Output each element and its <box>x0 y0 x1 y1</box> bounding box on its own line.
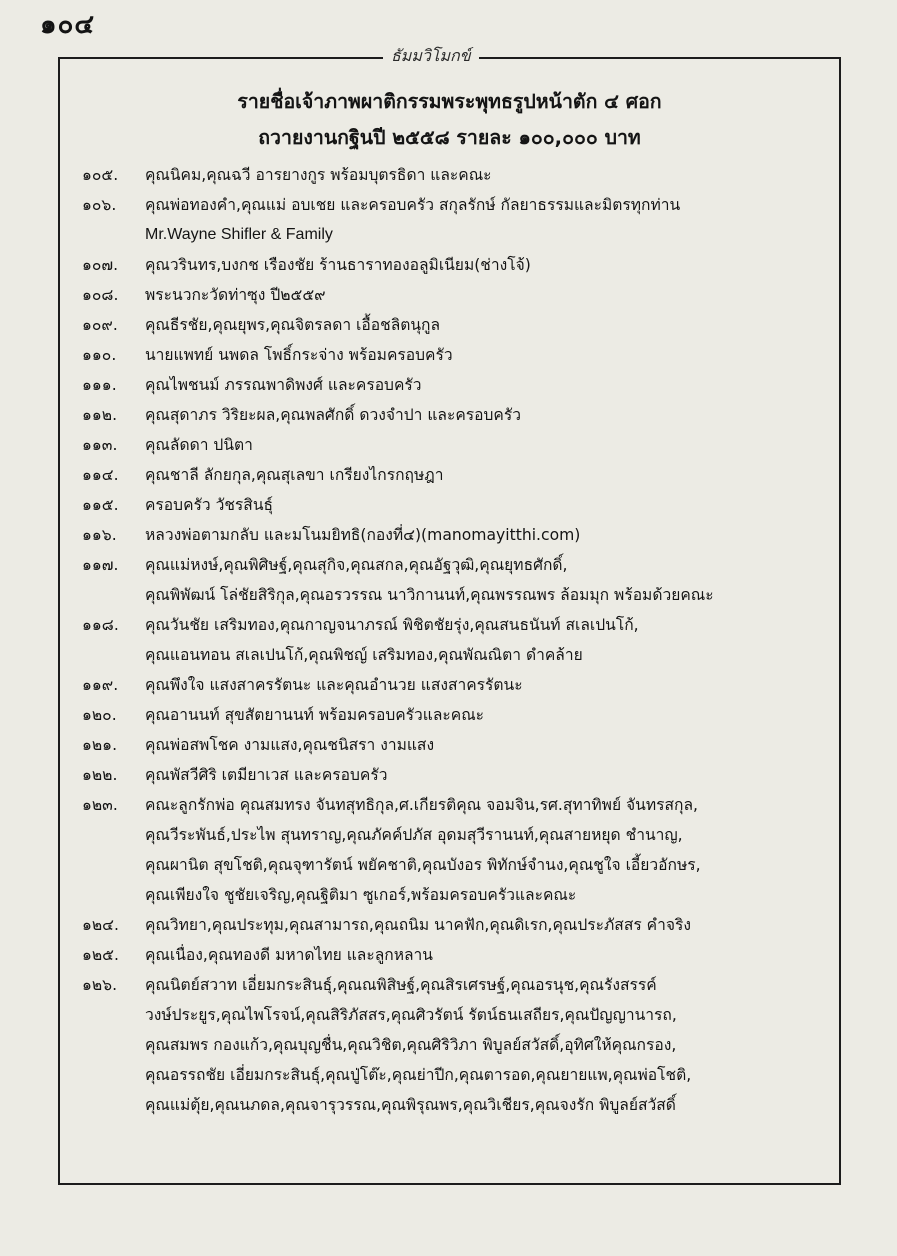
entry-number: ๑๑๑. <box>82 376 117 394</box>
entry-line: คุณนิตย์สวาท เอี่ยมกระสินธุ์,คุณณพิสิษฐ์,คุณสิรเศรษฐ์,คุณอรนุช,คุณรังสรรค์ <box>145 976 657 994</box>
entry-line: คุณพ่อทองคำ,คุณแม่ อบเชย และครอบครัว สกุลรักษ์ กัลยาธรรมและมิตรทุกท่าน <box>145 196 681 214</box>
entry-names <box>145 280 837 310</box>
entry-names <box>145 970 837 1120</box>
entry-number: ๑๑๐. <box>82 346 117 364</box>
entry-number: ๑๑๙. <box>82 676 119 694</box>
entry-names <box>145 400 837 430</box>
entry-number: ๑๒๐. <box>82 706 117 724</box>
entry-line: คุณแม่ตุ้ย,คุณนภดล,คุณจารุวรรณ,คุณพิรุณพร,คุณวิเชียร,คุณจงรัก พิบูลย์สวัสดิ์ <box>145 1096 676 1114</box>
entry-names <box>145 700 837 730</box>
entry-line: คุณชาลี ลักยกุล,คุณสุเลขา เกรียงไกรกฤษฎา <box>145 466 444 484</box>
entry-names <box>145 760 837 790</box>
page-subtitle: ถวายงานกฐินปี ๒๕๕๘ รายละ ๑๐๐,๐๐๐ บาท <box>258 126 641 149</box>
entry-number: ๑๑๗. <box>82 556 119 574</box>
entry-line: คุณแม่หงษ์,คุณพิศิษฐ์,คุณสุกิจ,คุณสกล,คุณอัฐวุฒิ,คุณยุทธศักดิ์, <box>145 556 568 574</box>
entry-names <box>145 460 837 490</box>
entry-line: คุณลัดดา ปนิตา <box>145 436 253 454</box>
entry-names <box>145 520 837 550</box>
entry-names <box>145 610 837 670</box>
entry-line: คณะลูกรักพ่อ คุณสมทรง จันทสุทธิกุล,ศ.เกียรติคุณ จอมจิน,รศ.สุทาทิพย์ จันทรสกุล, <box>145 796 698 814</box>
entry-names <box>145 940 837 970</box>
entry-names <box>145 790 837 910</box>
donor-entry <box>82 610 837 670</box>
page-title: รายชื่อเจ้าภาพผาติกรรมพระพุทธรูปหน้าตัก ๔ ศอก <box>237 90 662 113</box>
entry-line: คุณพึงใจ แสงสาครรัตนะ และคุณอำนวย แสงสาครรัตนะ <box>145 676 523 694</box>
donor-entry <box>82 430 837 460</box>
entry-line: คุณผานิต สุขโชติ,คุณจุฑารัตน์ พยัคชาติ,คุณบังอร พิทักษ์จำนง,คุณชูใจ เอี้ยวอักษร, <box>145 856 701 874</box>
entry-line: คุณอานนท์ สุขสัตยานนท์ พร้อมครอบครัวและคณะ <box>145 706 485 724</box>
entry-names <box>145 190 837 250</box>
donor-entry <box>82 280 837 310</box>
donor-entry <box>82 790 837 910</box>
entry-line: คุณเนื่อง,คุณทองดี มหาดไทย และลูกหลาน <box>145 946 433 964</box>
entry-line: คุณนิคม,คุณฉวี อารยางกูร พร้อมบุตรธิดา และคณะ <box>145 166 492 184</box>
donor-entry <box>82 760 837 790</box>
entry-names <box>145 670 837 700</box>
entry-line: นายแพทย์ นพดล โพธิ์กระจ่าง พร้อมครอบครัว <box>145 346 453 364</box>
donor-entry <box>82 940 837 970</box>
donor-entry <box>82 910 837 940</box>
entry-number: ๑๒๔. <box>82 916 119 934</box>
entry-names <box>145 310 837 340</box>
entry-number: ๑๒๖. <box>82 976 118 994</box>
entry-names <box>145 370 837 400</box>
entry-number: ๑๐๕. <box>82 166 119 184</box>
entry-number: ๑๐๙. <box>82 316 118 334</box>
entry-line: คุณวรินทร,บงกช เรืองชัย ร้านธาราทองอลูมิเนียม(ช่างโจ้) <box>145 256 531 274</box>
donor-entry <box>82 550 837 610</box>
entry-line: พระนวกะวัดท่าซุง ปี๒๕๕๙ <box>145 286 326 304</box>
entry-line: คุณวันชัย เสริมทอง,คุณกาญจนาภรณ์ พิชิตชัยรุ่ง,คุณสนธนันท์ สเลเปนโก้, <box>145 616 639 634</box>
donor-entry <box>82 400 837 430</box>
entry-number: ๑๒๒. <box>82 766 118 784</box>
entry-number: ๑๐๘. <box>82 286 119 304</box>
donor-entry <box>82 460 837 490</box>
entry-number: ๑๑๓. <box>82 436 118 454</box>
donor-entry <box>82 310 837 340</box>
donor-entry <box>82 490 837 520</box>
entry-names <box>145 430 837 460</box>
entry-number: ๑๑๒. <box>82 406 118 424</box>
page-number: ๑๐๔ <box>40 10 96 40</box>
entry-line: ครอบครัว วัชรสินธุ์ <box>145 496 274 514</box>
donor-entry <box>82 340 837 370</box>
entry-number: ๑๒๓. <box>82 796 118 814</box>
entry-number: ๑๑๕. <box>82 496 119 514</box>
donor-entry <box>82 190 837 250</box>
donor-entry <box>82 700 837 730</box>
entry-number: ๑๑๘. <box>82 616 119 634</box>
entry-line: คุณพ่อสพโชค งามแสง,คุณชนิสรา งามแสง <box>145 736 435 754</box>
donor-entry <box>82 670 837 700</box>
entry-number: ๑๒๑. <box>82 736 118 754</box>
donor-entry <box>82 370 837 400</box>
entry-line: คุณธีรชัย,คุณยุพร,คุณจิตรลดา เอื้อชลิตนุกูล <box>145 316 441 334</box>
entry-names <box>145 250 837 280</box>
entry-line: คุณแอนทอน สเลเปนโก้,คุณพิชญ์ เสริมทอง,คุณพัณณิตา ดำคล้าย <box>145 646 583 664</box>
entry-line: คุณวีระพันธ์,ประไพ สุนทราญ,คุณภัคค์ปภัส อุดมสุวีรานนท์,คุณสายหยุด ชำนาญ, <box>145 826 683 844</box>
entry-line: คุณสุดาภร วิริยะผล,คุณพลศักดิ์ ดวงจำปา และครอบครัว <box>145 406 521 424</box>
donor-entry <box>82 160 837 190</box>
entry-line: คุณไพชนม์ ภรรณพาดิพงศ์ และครอบครัว <box>145 376 422 394</box>
entry-line: Mr.Wayne Shifler & Family <box>145 226 333 243</box>
entry-number: ๑๒๕. <box>82 946 119 964</box>
entry-names <box>145 340 837 370</box>
entry-line: หลวงพ่อตามกลับ และมโนมยิทธิ(กองที่๔)(manomayitthi.com) <box>145 526 581 544</box>
donor-list <box>82 160 837 1120</box>
entry-line: คุณพัสวีศิริ เตมียาเวส และครอบครัว <box>145 766 388 784</box>
entry-names <box>145 910 837 940</box>
donor-entry <box>82 730 837 760</box>
running-head: ธัมมวิโมกข์ <box>383 44 479 69</box>
entry-line: คุณเพียงใจ ชูชัยเจริญ,คุณฐิติมา ซูเกอร์,พร้อมครอบครัวและคณะ <box>145 886 577 904</box>
entry-names <box>145 730 837 760</box>
entry-number: ๑๐๗. <box>82 256 119 274</box>
donor-entry <box>82 520 837 550</box>
donor-entry <box>82 250 837 280</box>
entry-line: คุณวิทยา,คุณประทุม,คุณสามารถ,คุณถนิม นาคฟัก,คุณดิเรก,คุณประภัสสร คำจริง <box>145 916 691 934</box>
entry-number: ๑๑๖. <box>82 526 117 544</box>
donor-entry <box>82 970 837 1120</box>
entry-number: ๑๑๔. <box>82 466 119 484</box>
entry-line: คุณอรรถชัย เอี่ยมกระสินธุ์,คุณปู่โต๊ะ,คุณย่าปีก,คุณตารอด,คุณยายแพ,คุณพ่อโชติ, <box>145 1066 692 1084</box>
entry-line: คุณสมพร กองแก้ว,คุณบุญชื่น,คุณวิชิต,คุณศิริวิภา พิบูลย์สวัสดิ์,อุทิศให้คุณกรอง, <box>145 1036 677 1054</box>
entry-number: ๑๐๖. <box>82 196 117 214</box>
entry-names <box>145 550 837 610</box>
entry-line: วงษ์ประยูร,คุณไพโรจน์,คุณสิริภัสสร,คุณศิวรัตน์ รัตน์ธนเสถียร,คุณปัญญานารถ, <box>145 1006 677 1024</box>
entry-names <box>145 490 837 520</box>
entry-line: คุณพิพัฒน์ โล่ชัยสิริกุล,คุณอรวรรณ นาวิกานนท์,คุณพรรณพร ล้อมมุก พร้อมด้วยคณะ <box>145 586 714 604</box>
entry-names <box>145 160 837 190</box>
